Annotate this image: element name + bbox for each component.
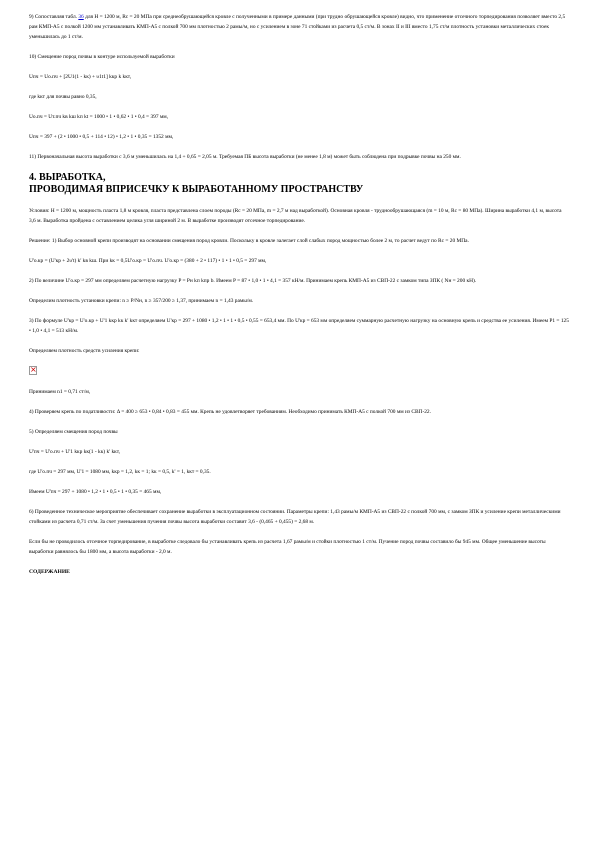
paragraph-solution-3: 3) По формуле U'кр = U'о.кр + U'1 kкр kк k' kкт определяем U'кр = 297 + 1080 • 1,2 • 1 • 1 • 0,5 • 0,55 = 653,4 мм. По U'кр = 653 мм определяем суммарную расчетную нагрузку на основную крепь и средства ее усиления. Имеем P1 = 125 • 1,0 • 4,1 = 513 кН/м. — [29, 318, 569, 334]
paragraph-conclusion: Если бы не проводилось отсечное торпедирование, в выработке следовало бы устанавливать крепь из расчета 1,67 рамы/м и стойки плотностью 1 ст/м. Пучение пород почвы составило бы 945 мм. Общее уменьшение высоты выработки равнялось бы 1800 мм, а высота выработки - 2,0 м. — [29, 539, 546, 555]
section-heading — [29, 172, 569, 196]
paragraph-coefficient: где kкт для почвы равно 0,35, — [29, 94, 97, 100]
table-link[interactable]: 36 — [78, 14, 84, 20]
formula-floor-displacement: Uпч = Uо.пч + [2U1(1 - kк) + υ1t1] kкр k kкт, — [29, 74, 132, 80]
section-heading-line-2: ПРОВОДИМАЯ ВПРИСЕЧКУ К ВЫРАБОТАННОМУ ПРОСТРАНСТВУ — [29, 184, 364, 195]
paragraph-solution-6: 6) Проведенное техническое мероприятие обеспечивает сохранение выработки в эксплуатационном состоянии. Параметры крепи: 1,43 рамы/м КМП-А5 из СВП-22 с полкой 700 мм, с замком ЗПК и усиление крепи металлическими стойками из расчета 0,71 ст/м. За счет уменьшения пучения почвы высота выработки составит 3,6 - (0,465 + 0,455) = 2,68 м. — [29, 509, 561, 525]
paragraph-density: Определим плотность установки крепи: n ≥ P/Nн, n ≥ 357/200 ≥ 1,37, принимаем n = 1,43 рамы/м. — [29, 298, 254, 304]
formula-initial-displacement: Uо.пч = Uт.пч kв kш kп kt = 1000 • 1 • 0,62 • 1 • 0,4 = 397 мм, — [29, 114, 169, 120]
paragraph-solution-2: 2) По величине U'о.кр = 297 мм определяем расчетную нагрузку P = Pн kп kпр b. Имеем P = 87 • 1,0 • 1 • 4,1 = 357 кН/м. Принимаем крепь КМП-А5 из СВП-22 с замком типа ЗПК ( Nн = 200 кН). — [29, 278, 477, 284]
formula-floor-formula: U'пч = U'о.пч + U'1 kкр kк(1 - kк) k' kкт, — [29, 449, 121, 455]
broken-image-icon — [29, 366, 37, 375]
paragraph-step-11: 11) Первоначальная высота выработки с 3,6 м уменьшилась на 1,4 + 0,65 = 2,05 м. Требуемая ПБ высота выработки (не менее 1,8 м) может быть соблюдена при подрывке почвы на 250 мм. — [29, 154, 461, 160]
document-page — [29, 12, 569, 577]
paragraph-reinforcement: Определяем плотность средств усиления крепи: — [29, 348, 140, 354]
paragraph-solution-4: 4) Проверяем крепь по податливости: Δ = 400 ≥ 653 • 0,84 • 0,83 = 455 мм. Крепь не удовлетворяет требованиям. Необходимо принимать КМП-А5 с полкой 700 мм из СВП-22. — [29, 409, 431, 415]
section-heading-line-1: 4. ВЫРАБОТКА, — [29, 172, 106, 183]
contents-link[interactable]: СОДЕРЖАНИЕ — [29, 569, 70, 575]
paragraph-accept: Принимаем n1 = 0,71 ст/м, — [29, 389, 91, 395]
formula-floor-result: Имеем U'пч = 297 + 1080 • 1,2 • 1 • 0,5 • 1 • 0,35 = 465 мм, — [29, 489, 162, 495]
formula-roof-displacement: U'о.кр = (U'кр + 2υ't) k' kв kш. При kк = 0,5U'о.кр = U'о.пч. U'о.кр = (380 + 2 • 117) • 1 • 1 • 0,5 = 297 мм, — [29, 258, 267, 264]
paragraph-step-9 — [29, 12, 569, 42]
formula-result: Uпч = 397 + (2 • 1000 • 0,5 + 114 • 12) • 1,2 • 1 • 0,35 = 1352 мм, — [29, 134, 174, 140]
paragraph-where: где U'о.пч = 297 мм, U'1 = 1080 мм, kкр = 1,2, kк = 1; kк = 0,5, k' = 1, kкт = 0,35. — [29, 469, 211, 475]
paragraph-solution-1: Решение: 1) Выбор основной крепи производят на основании смещения пород кровли. Поскольку в кровле залегает слой слабых пород мощностью более 2 м, то расчет ведут по Rс = 20 МПа. — [29, 238, 469, 244]
paragraph-step-10: 10) Смещение пород почвы в контуре используемой выработки — [29, 54, 175, 60]
paragraph-solution-5: 5) Определяем смещения пород почвы — [29, 429, 118, 435]
paragraph-text: для H = 1200 м, Rс = 20 МПа при среднеобрушающейся кровле с полученными в примере данными (при трудно обрушающейся кровле) видно, что применение отсечного торпедирования позволяет вместо 2,5 рам КМП-А5 с полкой 1200 мм устанавливать КМП-А5 с полкой 700 мм плотностью 2 рамы/м, но с усилением в зоне 71 стойками из расчета 0,5 ст/м. В зонах II и III вместо 1,75 ст/м плотность установки металлических стоек уменьшилась до 1 ст/м. — [29, 14, 566, 40]
paragraph-text: 9) Сопоставляя табл. — [29, 14, 79, 20]
paragraph-conditions: Условия: H = 1200 м, мощность пласта 1,8 м кровля, пласта представлена слоем породы (Rс = 20 МПа, m = 2,7 м над выработкой). Основная кровля - труднообрушающаяся (m = 10 м, Rс = 80 МПа). Ширина выработки 4,1 м, высота 3,6 м. Выработка пройдена с оставлением целика угля шириной 2 м. В выработке производят отсечное торпедирование. — [29, 208, 562, 224]
